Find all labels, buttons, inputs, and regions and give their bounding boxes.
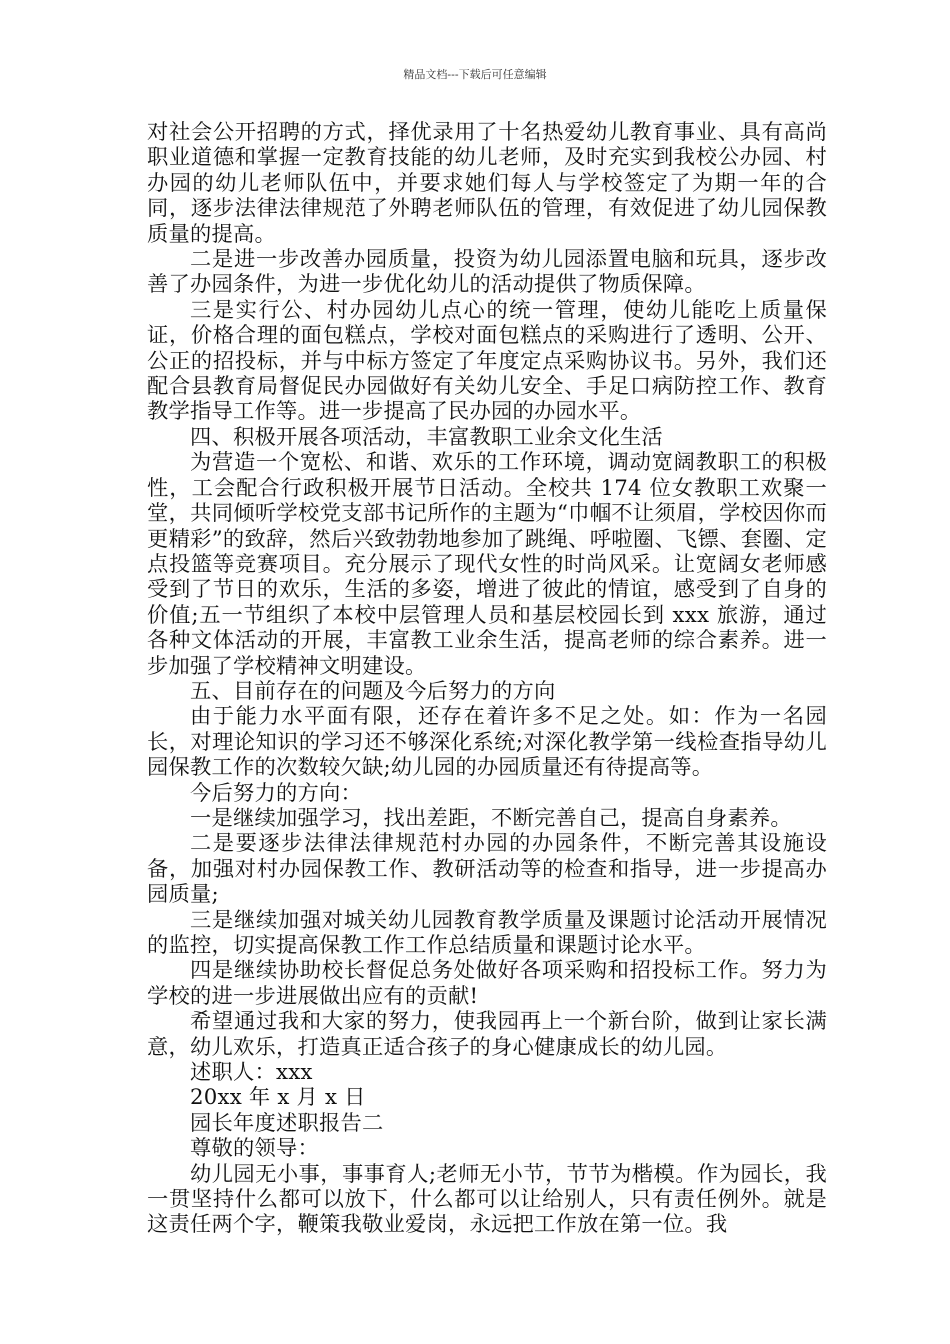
date-line: 20xx 年 x 月 x 日 [190,1085,366,1111]
paragraph: 对社会公开招聘的方式，择优录用了十名热爱幼儿教育事业、具有高尚职业道德和掌握一定教育技能的幼儿老师，及时充实到我校公办园、村办园的幼儿老师队伍中，并要求她们每人与学校签定了为期一年的合同，逐步法律法律规范了外聘老师队伍的管理，有效促进了幼儿园保教质量的提高。 [147,120,827,247]
signature-line: 述职人：xxx [190,1060,313,1086]
paragraph: 由于能力水平面有限，还存在着许多不足之处。如：作为一名园长，对理论知识的学习还不够深化系统;对深化教学第一线检查指导幼儿园保教工作的次数较欠缺;幼儿园的办园质量还有待提高等。 [147,704,827,781]
paragraph: 二是进一步改善办园质量，投资为幼儿园添置电脑和玩具，逐步改善了办园条件，为进一步优化幼儿的活动提供了物质保障。 [147,247,827,298]
paragraph: 三是实行公、村办园幼儿点心的统一管理，使幼儿能吃上质量保证，价格合理的面包糕点，学校对面包糕点的采购进行了透明、公开、公正的招投标，并与中标方签定了年度定点采购协议书。另外，我们还配合县教育局督促民办园做好有关幼儿安全、手足口病防控工作、教育教学指导工作等。进一步提高了民办园的办园水平。 [147,297,827,425]
paragraph: 四是继续协助校长督促总务处做好各项采购和招投标工作。努力为学校的进一步进展做出应有的贡献! [147,958,827,1009]
paragraph: 幼儿园无小事，事事育人;老师无小节，节节为楷模。作为园长，我一贯坚持什么都可以放下，什么都可以让给别人，只有责任例外。就是这责任两个字，鞭策我敬业爱岗，永远把工作放在第一位。我 [147,1161,827,1238]
report-title: 园长年度述职报告二 [190,1110,384,1136]
section-heading: 五、目前存在的问题及今后努力的方向 [190,678,556,704]
document-body [147,120,827,1238]
salutation: 尊敬的领导： [190,1136,319,1162]
paragraph: 二是要逐步法律法律规范村办园的办园条件，不断完善其设施设备，加强对村办园保教工作、教研活动等的检查和指导，进一步提高办园质量; [147,831,827,908]
page-header: 精品文档---下载后可任意编辑 [403,68,547,81]
paragraph: 今后努力的方向： [190,780,362,806]
paragraph: 希望通过我和大家的努力，使我园再上一个新台阶，做到让家长满意，幼儿欢乐，打造真正适合孩子的身心健康成长的幼儿园。 [147,1009,827,1060]
paragraph: 为营造一个宽松、和谐、欢乐的工作环境，调动宽阔教职工的积极性，工会配合行政积极开展节日活动。全校共 174 位女教职工欢聚一堂，共同倾听学校党支部书记所作的主题为“巾帼不让须眉，学校因你而更精彩”的致辞，然后兴致勃勃地参加了跳绳、呼啦圈、飞镖、套圈、定点投篮等竞赛项目。充分展示了现代女性的时尚风采。让宽阔女老师感受到了节日的欢乐，生活的多姿，增进了彼此的情谊，感受到了自身的价值;五一节组织了本校中层管理人员和基层校园长到 xxx 旅游，通过各种文体活动的开展，丰富教工业余生活，提高老师的综合素养。进一步加强了学校精神文明建设。 [147,450,827,679]
paragraph: 一是继续加强学习，找出差距，不断完善自己，提高自身素养。 [190,805,792,831]
paragraph: 三是继续加强对城关幼儿园教育教学质量及课题讨论活动开展情况的监控，切实提高保教工作工作总结质量和课题讨论水平。 [147,907,827,958]
section-heading: 四、积极开展各项活动，丰富教职工业余文化生活 [190,424,663,450]
